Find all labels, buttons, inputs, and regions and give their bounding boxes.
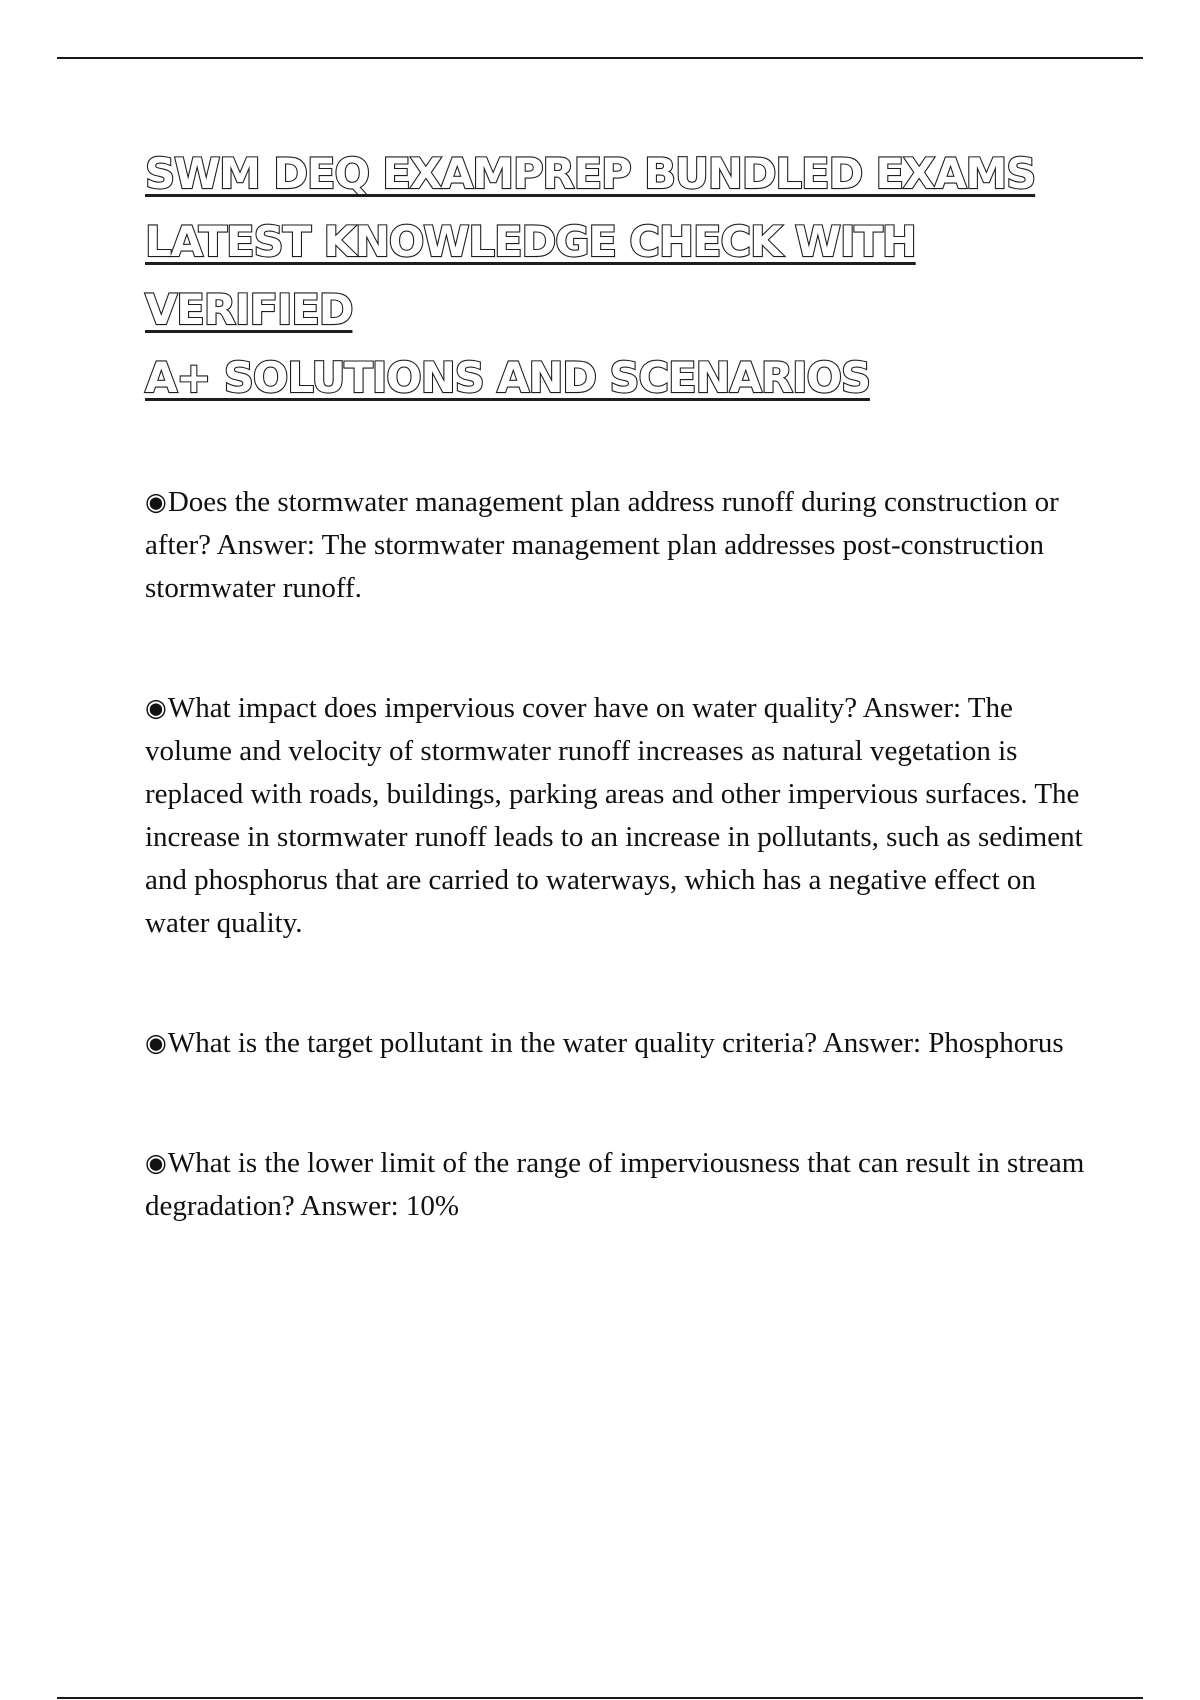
document-title — [145, 140, 1105, 412]
qa-item — [145, 686, 1085, 945]
title-line: SWM DEQ EXAMPREP BUNDLED EXAMS — [145, 149, 1036, 198]
title-line: A+ SOLUTIONS AND SCENARIOS — [145, 353, 870, 402]
qa-item — [145, 1021, 1085, 1065]
top-rule — [57, 57, 1143, 59]
qa-list — [145, 480, 1085, 1228]
bottom-rule — [57, 1697, 1143, 1699]
title-line: LATEST KNOWLEDGE CHECK WITH VERIFIED — [145, 217, 916, 334]
qa-item — [145, 480, 1085, 610]
radio-bullet-icon: ◉ — [145, 487, 167, 516]
radio-bullet-icon: ◉ — [145, 693, 167, 722]
radio-bullet-icon: ◉ — [145, 1028, 167, 1057]
qa-text: What impact does impervious cover have on water quality? Answer: The volume and velocity of stormwater runoff increases as natural vegetation is replaced with roads, buildings, parking areas and other impervious surfaces. The increase in stormwater runoff leads to an increase in pollutants, such as sediment and phosphorus that are carried to waterways, which has a negative effect on water quality. — [145, 692, 1083, 939]
qa-item — [145, 1141, 1085, 1228]
qa-text: What is the lower limit of the range of imperviousness that can result in stream degradation? Answer: 10% — [145, 1147, 1085, 1222]
qa-text: Does the stormwater management plan address runoff during construction or after? Answer: The stormwater management plan addresses post-construction stormwater runoff. — [145, 486, 1059, 604]
qa-text: What is the target pollutant in the water quality criteria? Answer: Phosphorus — [167, 1027, 1064, 1059]
radio-bullet-icon: ◉ — [145, 1148, 167, 1177]
